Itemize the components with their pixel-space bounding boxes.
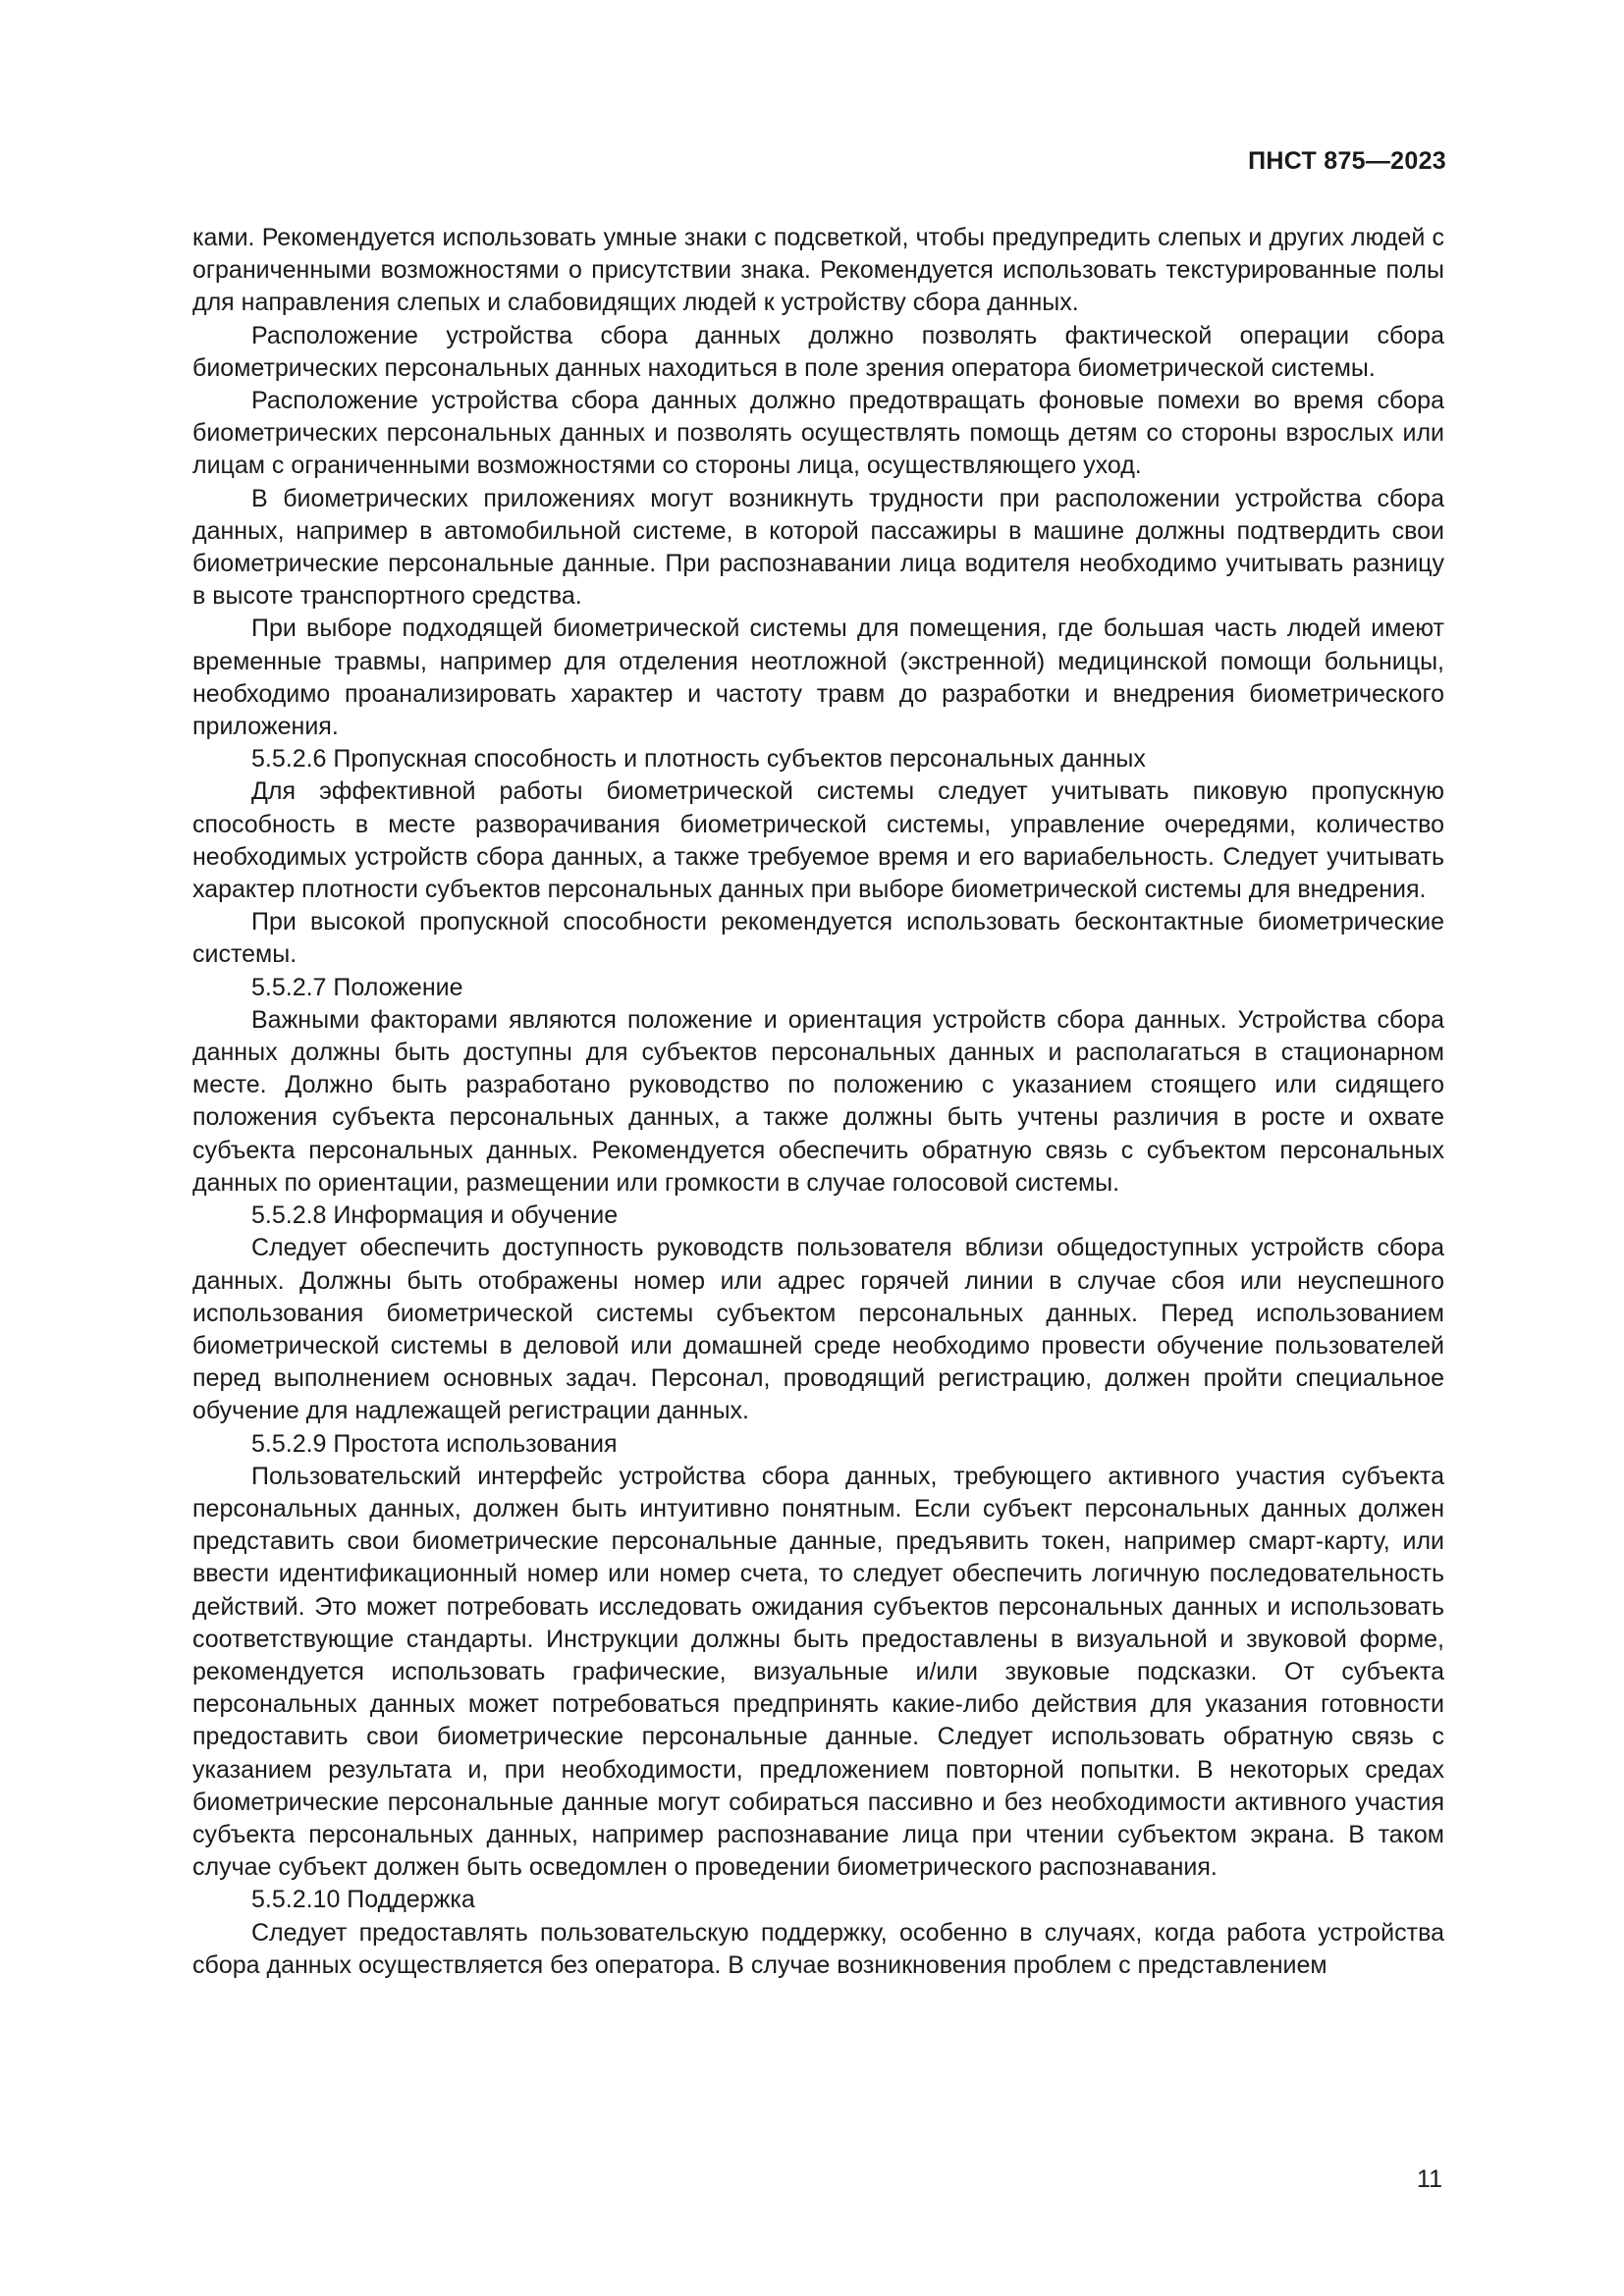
- paragraph: Следует обеспечить доступность руководств пользователя вблизи общедоступных устройств сбора данных. Должны быть отображены номер или адрес горячей линии в случае сбоя или неуспешного использования биометрической системы субъектом персональных данных. Перед использованием биометрической системы в деловой или домашней среде необходимо провести обучение пользователей перед выполнением основных задач. Персонал, проводящий регистрацию, должен пройти специальное обучение для надлежащей регистрации данных.: [192, 1234, 1444, 1425]
- paragraph-continuation: ками. Рекомендуется использовать умные знаки с подсветкой, чтобы предупредить слепых и других людей с ограниченными возможностями о присутствии знака. Рекомендуется использовать текстурированные полы для направления слепых и слабовидящих людей к устройству сбора данных.: [192, 224, 1444, 317]
- paragraph: Для эффективной работы биометрической системы следует учитывать пиковую пропускную способность в месте разворачивания биометрической системы, управление очередями, количество необходимых устройств сбора данных, а также требуемое время и его вариабельность. Следует учитывать характер плотности субъектов персональных данных при выборе биометрической системы для внедрения.: [192, 777, 1444, 904]
- section-heading-5-5-2-10: 5.5.2.10 Поддержка: [251, 1886, 475, 1914]
- section-heading-5-5-2-8: 5.5.2.8 Информация и обучение: [251, 1201, 619, 1230]
- paragraph: В биометрических приложениях могут возникнуть трудности при расположении устройства сбора данных, например в автомобильной системе, в которой пассажиры в машине должны подтвердить свои биометрические персональные данные. При распознавании лица водителя необходимо учитывать разницу в высоте транспортного средства.: [192, 484, 1444, 611]
- paragraph: Пользовательский интерфейс устройства сбора данных, требующего активного участия субъекта персональных данных, должен быть интуитивно понятным. Если субъект персональных данных должен представить свои биометрические персональные данные, предъявить токен, например смарт-карту, или ввести идентификационный номер или номер счета, то следует обеспечить логичную последовательность действий. Это может потребовать исследовать ожидания субъектов персональных данных и использовать соответствующие стандарты. Инструкции должны быть предоставлены в визуальной и звуковой форме, рекомендуется использовать графические, визуальные и/или звуковые подсказки. От субъекта персональных данных может потребоваться предпринять какие-либо действия для указания готовности предоставить свои биометрические персональные данные. Следует использовать обратную связь с указанием результата и, при необходимости, предложением повторной попытки. В некоторых средах биометрические персональные данные могут собираться пассивно и без необходимости активного участия субъекта персональных данных, например распознавание лица при чтении субъектом экрана. В таком случае субъект должен быть осведомлен о проведении биометрического распознавания.: [192, 1462, 1444, 1882]
- section-heading-5-5-2-6: 5.5.2.6 Пропускная способность и плотность субъектов персональных данных: [251, 745, 1146, 774]
- page-number: 11: [1417, 2165, 1442, 2193]
- paragraph: При выборе подходящей биометрической системы для помещения, где большая часть людей имеют временные травмы, например для отделения неотложной (экстренной) медицинской помощи больницы, необходимо проанализировать характер и частоту травм до разработки и внедрения биометрического приложения.: [192, 614, 1444, 741]
- document-code: ПНСТ 875—2023: [1248, 147, 1446, 175]
- paragraph: Следует предоставлять пользовательскую поддержку, особенно в случаях, когда работа устройства сбора данных осуществляется без оператора. В случае возникновения проблем с представлением: [192, 1918, 1444, 1979]
- section-heading-5-5-2-7: 5.5.2.7 Положение: [251, 973, 463, 1001]
- paragraph: Важными факторами являются положение и ориентация устройств сбора данных. Устройства сбора данных должны быть доступны для субъектов персональных данных и располагаться в стационарном месте. Должно быть разработано руководство по положению с указанием стоящего или сидящего положения субъекта персональных данных, а также должны быть учтены различия в росте и охвате субъекта персональных данных. Рекомендуется обеспечить обратную связь с субъектом персональных данных по ориентации, размещении или громкости в случае голосовой системы.: [192, 1005, 1444, 1197]
- section-heading-5-5-2-9: 5.5.2.9 Простота использования: [251, 1429, 618, 1458]
- body-text: [192, 222, 1444, 1982]
- paragraph: При высокой пропускной способности рекомендуется использовать бесконтактные биометрические системы.: [192, 908, 1444, 969]
- paragraph: Расположение устройства сбора данных должно позволять фактической операции сбора биометрических персональных данных находиться в поле зрения оператора биометрической системы.: [192, 321, 1444, 382]
- paragraph: Расположение устройства сбора данных должно предотвращать фоновые помехи во время сбора биометрических персональных данных и позволять осуществлять помощь детям со стороны взрослых или лицам с ограниченными возможностями со стороны лица, осуществляющего уход.: [192, 387, 1444, 480]
